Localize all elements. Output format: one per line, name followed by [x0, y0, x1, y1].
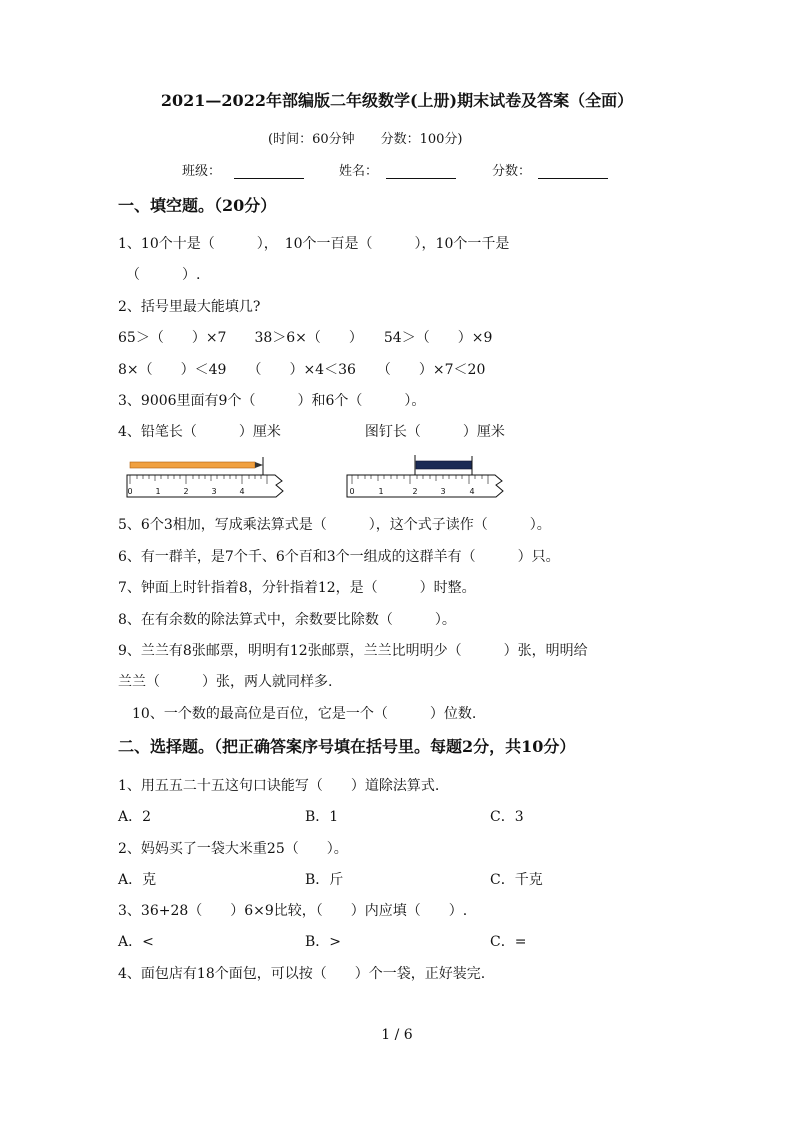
option-2a[interactable]: A．克: [118, 872, 157, 888]
option-2c[interactable]: C．千克: [490, 872, 543, 888]
time-info: (时间：60分钟 分数：100分): [268, 132, 463, 147]
question-10: 10、一个数的最高位是百位，它是一个（ ）位数.: [118, 706, 477, 722]
class-blank[interactable]: [234, 164, 304, 179]
option-1b[interactable]: B．1: [305, 809, 339, 825]
option-3b[interactable]: B．>: [305, 934, 342, 950]
question-1: 1、10个十是（ ）， 10个一百是（ ），10个一千是: [118, 236, 510, 252]
page-number: 1 / 6: [381, 1027, 413, 1043]
tick-label-4: 4: [469, 487, 475, 496]
option-2b[interactable]: B．斤: [305, 872, 344, 888]
section2-heading: 二、选择题。（把正确答案序号填在括号里。每题2分，共10分）: [118, 737, 576, 756]
tick-label-3: 3: [440, 487, 446, 496]
choice-question-2: 2、妈妈买了一袋大米重25（ ）。: [118, 841, 348, 857]
choice-question-4: 4、面包店有18个面包，可以按（ ）个一袋，正好装完.: [118, 966, 486, 982]
question-6: 6、有一群羊，是7个千、6个百和3个一组成的这群羊有（ ）只。: [118, 549, 560, 565]
choice-question-1: 1、用五五二十五这句口诀能写（ ）道除法算式.: [118, 778, 440, 794]
score-label: 分数：: [492, 164, 532, 179]
option-3a[interactable]: A．<: [118, 934, 154, 950]
question-5: 5、6个3相加，写成乘法算式是（ ），这个式子读作（ ）。: [118, 517, 551, 533]
question-2-row1: 65＞（ ）×7 38＞6×（ ） 54＞（ ）×9: [118, 330, 493, 346]
option-1a[interactable]: A．2: [118, 809, 152, 825]
pencil-tip: [255, 462, 263, 468]
pushpin-ruler-figure: [345, 450, 520, 501]
question-3: 3、9006里面有9个（ ）和6个（ ）。: [118, 393, 426, 409]
pencil-body: [130, 462, 255, 468]
question-4: 4、铅笔长（ ）厘米 图钉长（ ）厘米: [118, 424, 505, 440]
pencil-ruler-figure: [125, 453, 300, 501]
choice-question-3: 3、36+28（ ）6×9比较，（ ）内应填（ ）.: [118, 903, 468, 919]
section1-heading: 一、填空题。（20分）: [118, 196, 277, 215]
tick-label-2: 2: [183, 487, 189, 496]
tick-label-0: 0: [127, 487, 133, 496]
option-1c[interactable]: C．3: [490, 809, 524, 825]
question-1-cont: （ ）.: [126, 267, 201, 283]
option-3c[interactable]: C．=: [490, 934, 527, 950]
question-9: 9、兰兰有8张邮票，明明有12张邮票，兰兰比明明少（ ）张，明明给: [118, 643, 588, 659]
page-title: 2021—2022年部编版二年级数学(上册)期末试卷及答案（全面）: [160, 91, 634, 110]
pushpin-body: [416, 461, 472, 469]
question-9-cont: 兰兰（ ）张，两人就同样多.: [118, 674, 333, 690]
name-blank[interactable]: [386, 164, 456, 179]
tick-label-3: 3: [211, 487, 217, 496]
name-label: 姓名：: [339, 164, 379, 179]
tick-label-0: 0: [349, 487, 355, 496]
question-7: 7、钟面上时针指着8，分针指着12，是（ ）时整。: [118, 580, 476, 596]
question-2: 2、括号里最大能填几?: [118, 299, 261, 315]
question-8: 8、在有余数的除法算式中，余数要比除数（ ）。: [118, 612, 456, 628]
class-label: 班级：: [182, 164, 222, 179]
question-2-row2: 8×（ ）＜49 （ ）×4＜36 （ ）×7＜20: [118, 362, 486, 378]
score-blank[interactable]: [538, 164, 608, 179]
tick-label-1: 1: [155, 487, 161, 496]
ruler-body-2: [347, 475, 503, 497]
tick-label-4: 4: [239, 487, 245, 496]
tick-label-2: 2: [412, 487, 418, 496]
tick-label-1: 1: [378, 487, 384, 496]
